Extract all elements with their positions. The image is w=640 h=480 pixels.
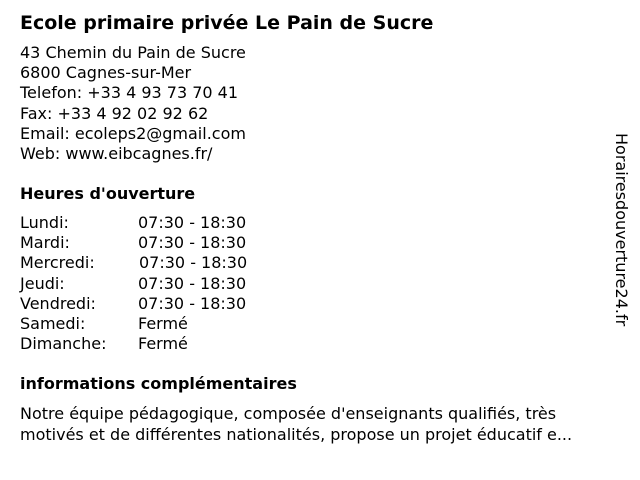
hours-day: Mardi: <box>20 233 70 253</box>
hours-time: Fermé <box>138 313 188 333</box>
info-title: informations complémentaires <box>20 374 297 393</box>
info-line-2: motivés et de différentes nationalités, propose un projet éducatif e... <box>20 425 573 444</box>
telefon: Telefon: +33 4 93 73 70 41 <box>20 83 239 103</box>
address-line-1: 43 Chemin du Pain de Sucre <box>20 43 246 62</box>
hours-day: Mercredi: <box>20 253 95 273</box>
hours-day: Lundi: <box>20 213 69 232</box>
hours-day: Dimanche: <box>20 334 107 354</box>
address-line-2: 6800 Cagnes-sur-Mer <box>20 63 192 83</box>
contact-block <box>20 43 246 164</box>
hours-time: 07:30 - 18:30 <box>138 293 247 313</box>
side-watermark: Horairesdouverture24.fr <box>612 133 631 327</box>
hours-day: Jeudi: <box>20 273 65 293</box>
hours-time: Fermé <box>138 334 188 354</box>
fax: Fax: +33 4 92 02 92 62 <box>20 103 209 123</box>
hours-time: 07:30 - 18:30 <box>138 213 247 232</box>
email: Email: ecoleps2@gmail.com <box>20 123 246 143</box>
hours-time: 07:30 - 18:30 <box>139 253 248 273</box>
hours-time: 07:30 - 18:30 <box>138 273 247 293</box>
hours-day: Vendredi: <box>20 293 96 313</box>
hours-day: Samedi: <box>20 313 86 333</box>
hours-title: Heures d'ouverture <box>20 184 196 203</box>
info-line-1: Notre équipe pédagogique, composée d'enseignants qualifiés, très <box>20 404 557 423</box>
hours-time: 07:30 - 18:30 <box>138 233 247 253</box>
web: Web: www.eibcagnes.fr/ <box>20 144 213 164</box>
page-title: Ecole primaire privée Le Pain de Sucre <box>20 12 434 34</box>
info-text <box>20 403 630 445</box>
